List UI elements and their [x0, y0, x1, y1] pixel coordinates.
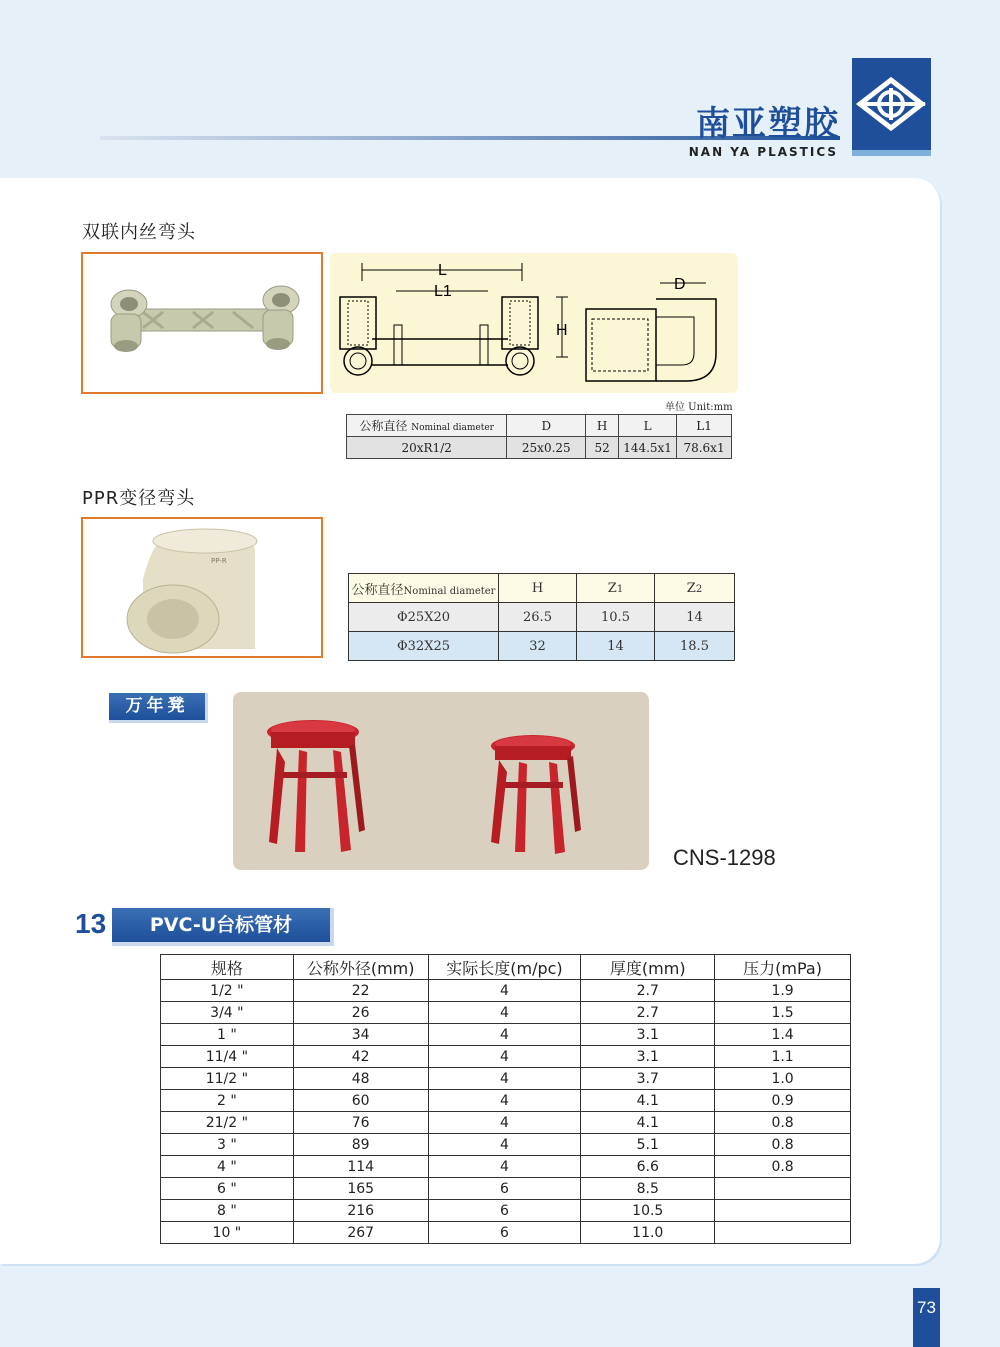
table-cell: 144.5x1 — [619, 437, 677, 459]
table-cell: 48 — [293, 1068, 428, 1090]
table-cell: 10.5 — [581, 1200, 715, 1222]
table-cell: 11/4 " — [161, 1046, 294, 1068]
table-cell: 4 — [428, 1046, 581, 1068]
table-cell: 4.1 — [581, 1112, 715, 1134]
table-header-cell: 公称直径Nominal diameter — [349, 574, 499, 603]
table-row — [161, 1090, 851, 1112]
section-title-reducing-elbow: PPR变径弯头 — [82, 488, 196, 509]
table-row — [349, 632, 735, 661]
table-cell: 1.5 — [715, 1002, 851, 1024]
table-cell: 0.8 — [715, 1134, 851, 1156]
table-cell: 1.1 — [715, 1046, 851, 1068]
table-cell: 6 — [428, 1222, 581, 1244]
dim-label-L1: L1 — [434, 283, 452, 300]
table-cell: 3/4 " — [161, 1002, 294, 1024]
table-cell: 60 — [293, 1090, 428, 1112]
table-row — [161, 1024, 851, 1046]
unit-label: 单位 Unit:mm — [665, 402, 733, 413]
table-row — [161, 1222, 851, 1244]
double-elbow-photo — [81, 252, 323, 394]
reducing-elbow-photo — [81, 517, 323, 658]
table-cell — [715, 1222, 851, 1244]
table-cell: 2.7 — [581, 1002, 715, 1024]
table-cell: 6 " — [161, 1178, 294, 1200]
table-header-cell: 实际长度(m/pc) — [428, 955, 581, 980]
table-header-cell: D — [507, 415, 586, 437]
table-cell: 18.5 — [655, 632, 735, 661]
pvc-pipe-spec-table — [160, 954, 851, 1244]
svg-text:PP-R: PP-R — [211, 557, 227, 565]
table-cell: 3.1 — [581, 1046, 715, 1068]
table-cell: 4 — [428, 1090, 581, 1112]
dim-label-H: H — [556, 322, 568, 339]
stool-image-right — [491, 735, 581, 854]
table-header-cell: L — [619, 415, 677, 437]
table-cell: 10 " — [161, 1222, 294, 1244]
table-row — [161, 1134, 851, 1156]
table-cell: 22 — [293, 980, 428, 1002]
table-row — [161, 1046, 851, 1068]
table-header-cell: 公称直径 Nominal diameter — [347, 415, 507, 437]
stool-image-left — [267, 720, 365, 852]
table-cell: 11/2 " — [161, 1068, 294, 1090]
table-cell: 0.8 — [715, 1156, 851, 1178]
table-cell: 1/2 " — [161, 980, 294, 1002]
double-elbow-spec-table — [346, 414, 732, 459]
table-cell: 32 — [499, 632, 577, 661]
table-cell: 76 — [293, 1112, 428, 1134]
table-cell: 4 — [428, 1024, 581, 1046]
table-cell: 26 — [293, 1002, 428, 1024]
table-cell: 34 — [293, 1024, 428, 1046]
table-cell: Φ32X25 — [349, 632, 499, 661]
table-row — [161, 1068, 851, 1090]
table-cell: 4.1 — [581, 1090, 715, 1112]
table-cell: 2.7 — [581, 980, 715, 1002]
table-cell: 8 " — [161, 1200, 294, 1222]
table-cell: 4 — [428, 1002, 581, 1024]
table-cell: 5.1 — [581, 1134, 715, 1156]
section-title-pvc-pipe: PVC-U台标管材 — [112, 908, 334, 946]
table-cell: 6.6 — [581, 1156, 715, 1178]
table-cell: 1 " — [161, 1024, 294, 1046]
table-cell: 3 " — [161, 1134, 294, 1156]
table-cell: 4 — [428, 1112, 581, 1134]
table-row — [161, 1156, 851, 1178]
table-cell: 42 — [293, 1046, 428, 1068]
stool-standard-code: CNS-1298 — [673, 845, 776, 870]
table-row — [161, 1002, 851, 1024]
table-cell: 3.7 — [581, 1068, 715, 1090]
table-header-cell: L1 — [677, 415, 732, 437]
table-cell: 114 — [293, 1156, 428, 1178]
table-cell: 25x0.25 — [507, 437, 586, 459]
table-cell: Φ25X20 — [349, 603, 499, 632]
table-header-cell: H — [499, 574, 577, 603]
table-cell: 4 — [428, 1134, 581, 1156]
table-cell: 4 — [428, 1068, 581, 1090]
brand-name-cn: 南亚塑胶 — [696, 104, 840, 144]
table-row — [161, 1178, 851, 1200]
table-cell: 52 — [586, 437, 619, 459]
table-header-cell: 压力(mPa) — [715, 955, 851, 980]
table-cell: 10.5 — [577, 603, 655, 632]
table-row — [161, 1112, 851, 1134]
table-cell: 0.9 — [715, 1090, 851, 1112]
dim-label-L: L — [438, 262, 447, 279]
table-cell: 2 " — [161, 1090, 294, 1112]
table-header-row — [347, 415, 732, 437]
double-elbow-technical-drawing — [330, 253, 738, 393]
table-cell: 1.9 — [715, 980, 851, 1002]
table-cell: 21/2 " — [161, 1112, 294, 1134]
table-cell: 3.1 — [581, 1024, 715, 1046]
table-cell: 78.6x1 — [677, 437, 732, 459]
table-cell: 1.4 — [715, 1024, 851, 1046]
table-cell: 89 — [293, 1134, 428, 1156]
table-cell: 267 — [293, 1222, 428, 1244]
dim-label-D: D — [674, 276, 686, 293]
table-cell: 6 — [428, 1200, 581, 1222]
page-number: 73 — [913, 1288, 940, 1347]
logo-underline — [852, 150, 931, 156]
table-cell: 6 — [428, 1178, 581, 1200]
table-header-cell: 规格 — [161, 955, 294, 980]
table-cell: 8.5 — [581, 1178, 715, 1200]
table-cell: 0.8 — [715, 1112, 851, 1134]
table-header-cell: Z2 — [655, 574, 735, 603]
nan-ya-logo-icon — [852, 58, 931, 150]
reducing-elbow-spec-table — [348, 573, 735, 661]
table-cell: 216 — [293, 1200, 428, 1222]
stool-photo — [233, 692, 649, 870]
brand-name-en: NAN YA PLASTICS — [688, 145, 838, 159]
table-header-cell: Z1 — [577, 574, 655, 603]
section-number: 13 — [75, 908, 107, 939]
table-cell: 165 — [293, 1178, 428, 1200]
table-header-cell: 厚度(mm) — [581, 955, 715, 980]
table-header-cell: 公称外径(mm) — [293, 955, 428, 980]
table-cell: 11.0 — [581, 1222, 715, 1244]
table-cell: 4 " — [161, 1156, 294, 1178]
table-cell: 1.0 — [715, 1068, 851, 1090]
table-row — [161, 1200, 851, 1222]
table-row — [347, 437, 732, 459]
table-cell: 4 — [428, 1156, 581, 1178]
table-header-row — [161, 955, 851, 980]
table-cell: 4 — [428, 980, 581, 1002]
table-cell — [715, 1200, 851, 1222]
stool-section-label: 万年凳 — [109, 693, 208, 723]
table-cell: 26.5 — [499, 603, 577, 632]
table-cell: 20xR1/2 — [347, 437, 507, 459]
table-row — [161, 980, 851, 1002]
table-cell: 14 — [655, 603, 735, 632]
table-cell — [715, 1178, 851, 1200]
table-header-cell: H — [586, 415, 619, 437]
section-title-double-elbow: 双联内丝弯头 — [82, 222, 196, 243]
table-row — [349, 603, 735, 632]
table-cell: 14 — [577, 632, 655, 661]
table-header-row — [349, 574, 735, 603]
